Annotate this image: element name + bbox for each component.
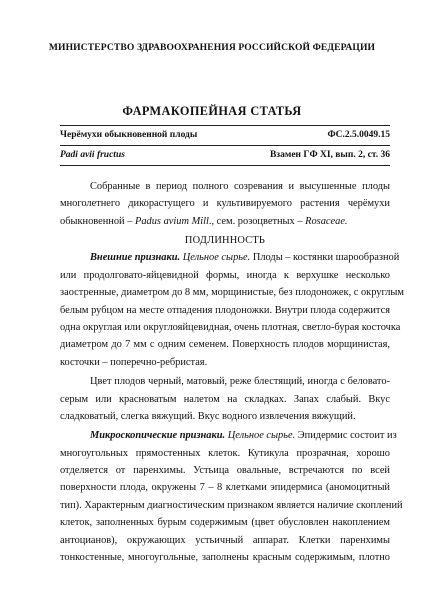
microscopic-features-label: Микроскопические признаки. (90, 430, 226, 442)
text-line: клеток, заполненных бурым содержимым (цвет обусловлен накоплением (60, 517, 390, 529)
intro-paragraph (60, 178, 390, 230)
document-title: ФАРМАКОПЕЙНАЯ СТАТЬЯ (122, 104, 302, 118)
text-line (60, 213, 390, 230)
text-line: косточки – поперечно-ребристая. (60, 356, 208, 368)
text-line: диаметром до 7 мм с одним семенем. Поверхность плодов морщинистая, (60, 339, 390, 351)
text-line: Собранные в период полного созревания и высушенные плоды (90, 181, 390, 192)
text-line (60, 427, 397, 444)
external-features-label: Внешние признаки. (90, 252, 181, 264)
text-line: многоугольных прямостенных клеток. Кутикула прозрачная, хорошо (60, 447, 390, 459)
text-run: обыкновенной – (60, 215, 135, 227)
text-run: ., сем. розоцветных – (208, 215, 306, 227)
text-line: заостренные, диаметром до 8 мм, морщинистые, без плодоножек, с округлым (60, 287, 404, 299)
text-line: тонкостенные, многоугольные, заполнены красным содержимым, плотно (60, 552, 390, 564)
text-line: или продолговато-яйцевидной формы, иногда к верхушке несколько (60, 269, 390, 281)
text-line: поверхности плода, окружены 7 – 8 клетками эпидермиса (аномоцитный (60, 482, 390, 494)
text-line: серым или красноватым налетом на складках. Запах слабый. Вкус (60, 393, 390, 405)
bottom-rule (60, 165, 390, 166)
text-line: одна округлая или округлояйцевидная, очень плотная, светло-бурая косточка (60, 321, 401, 333)
text-run: Эпидермис состоит из (295, 430, 397, 442)
text-line (60, 249, 400, 266)
section-heading: ПОДЛИННОСТЬ (184, 235, 266, 246)
replaces-note: Взамен ГФ XI, вып. 2, ст. 36 (269, 150, 390, 160)
text-line: антоцианов), окружающих устьичный аппарат. Клетки паренхимы (60, 534, 390, 546)
text-line: сладковатый, слегка вяжущий. Вкус водного извлечения вяжущий. (60, 410, 356, 422)
latin-name: Padi avii fructus (60, 150, 125, 160)
top-rule (60, 125, 390, 126)
text-line: тип). Характерным диагностическим признаком является наличие скоплений (60, 499, 403, 511)
latin-family: Rosaceae. (305, 215, 348, 227)
text-run: Плоды – костянки шарообразной (250, 252, 400, 264)
whole-raw-label: Цельное сырье. (227, 430, 296, 442)
text-line: отделяется от паренхимы. Устьица овальные, встречаются по всей (60, 465, 390, 477)
text-line: белым рубцом на месте отпадения плодоножки. Внутри плода содержится (60, 304, 390, 316)
monograph-code: ФС.2.5.0049.15 (327, 130, 390, 140)
text-line: многолетнего дикорастущего и культивируемого растения черёмухи (60, 198, 390, 210)
middle-rule (60, 145, 390, 146)
latin-species: Padus avium Mill (135, 215, 209, 227)
whole-raw-label: Цельное сырье. (182, 252, 251, 264)
text-line: Цвет плодов черный, матовый, реже блестящий, иногда с беловато- (90, 376, 390, 388)
ministry-header: МИНИСТЕРСТВО ЗДРАВООХРАНЕНИЯ РОССИЙСКОЙ ФЕДЕРАЦИИ (48, 42, 376, 53)
raw-material-name: Черёмухи обыкновенной плоды (60, 130, 198, 140)
authenticity-section (60, 232, 404, 566)
